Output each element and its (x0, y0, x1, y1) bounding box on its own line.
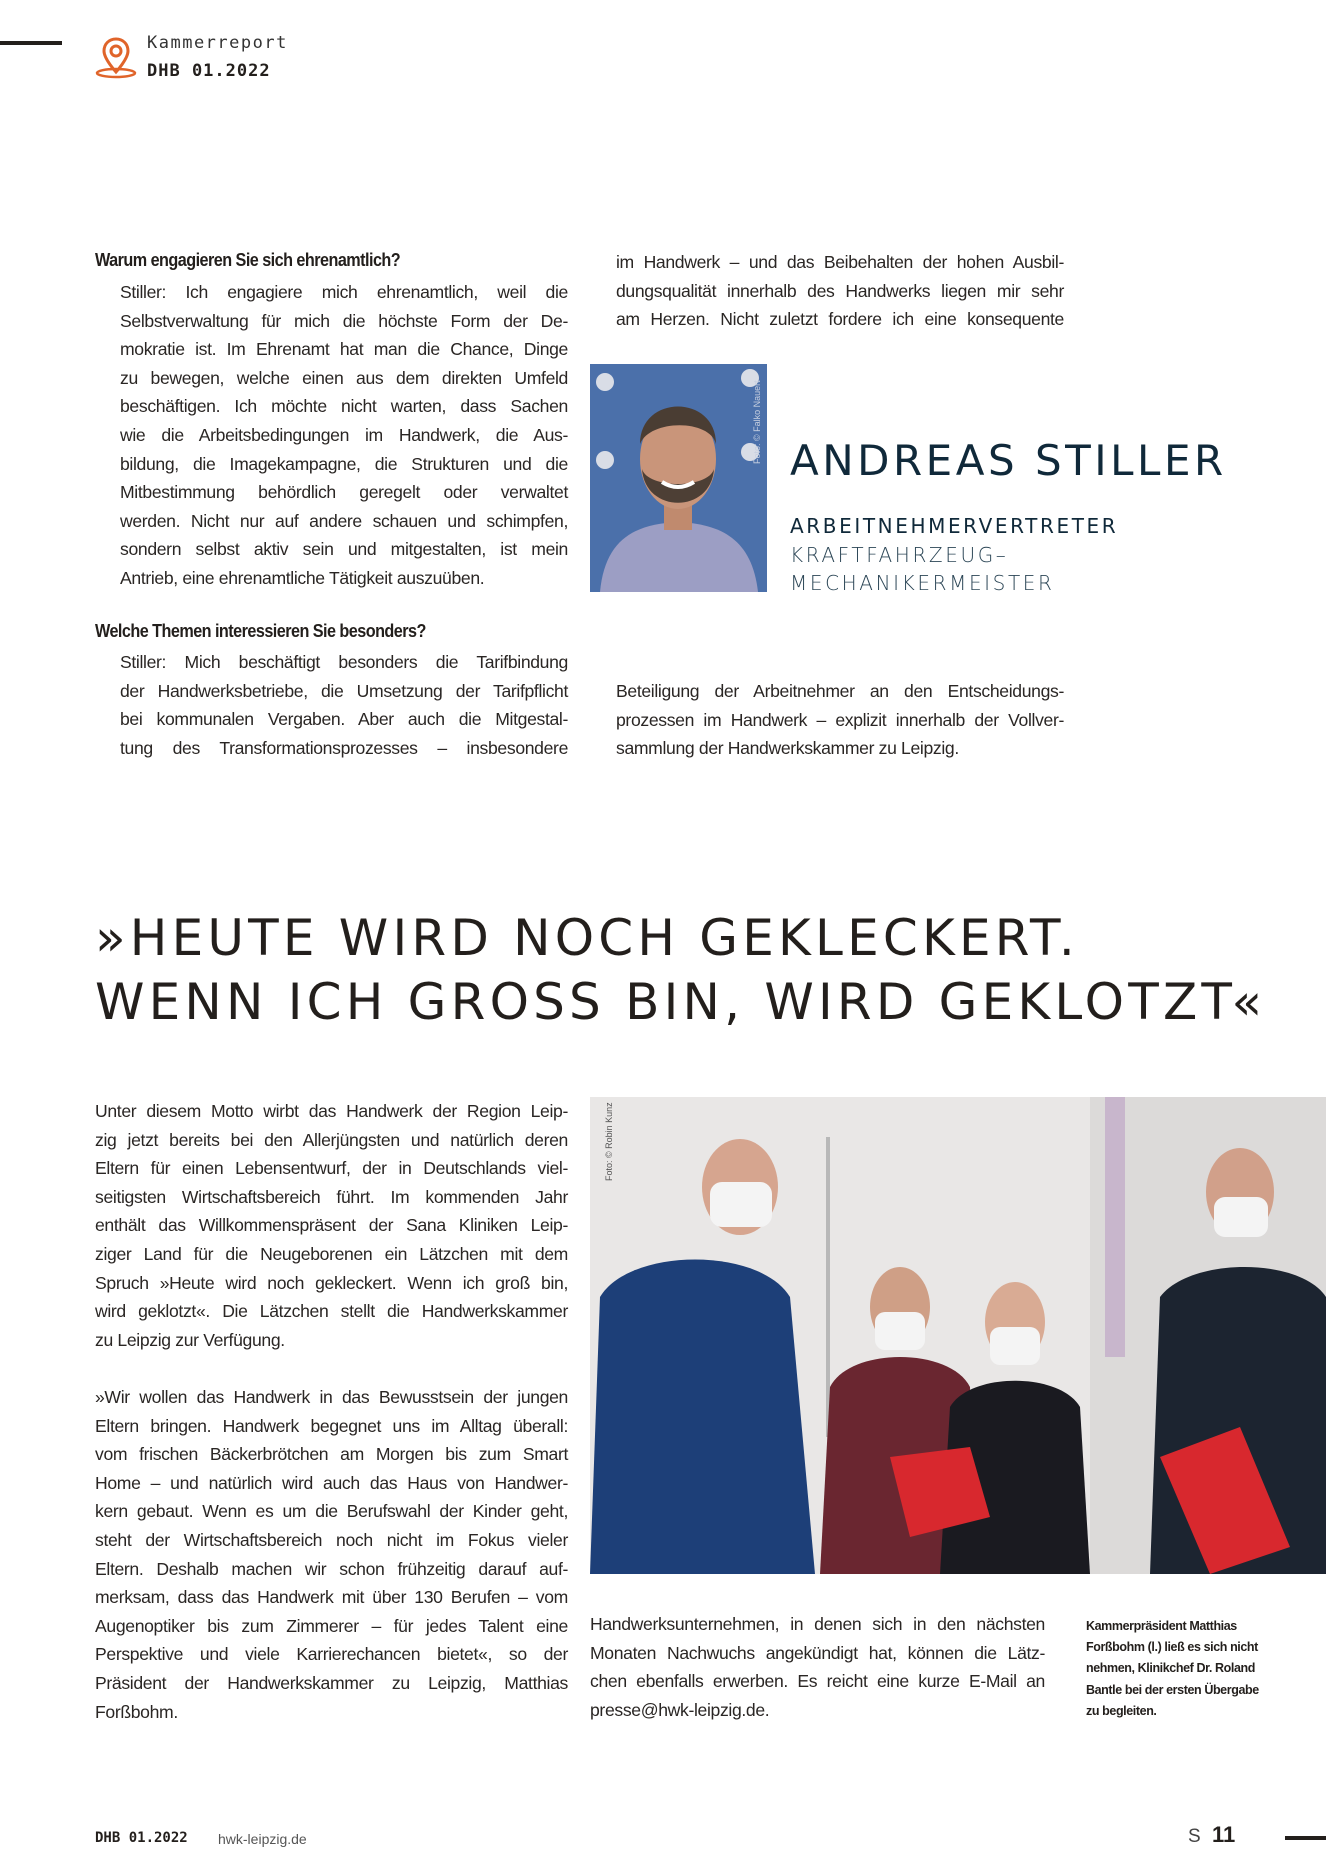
text-line: Home – und natürlich wird auch das Haus von Handwer- (95, 1472, 568, 1493)
text-line: presse@hwk-leipzig.de. (590, 1699, 770, 1720)
text-line: vom frischen Bäckerbrötchen am Morgen bis zum Smart (95, 1444, 568, 1465)
text-line: seitigsten Wirtschaftsbereich führt. Im kommenden Jahr (95, 1186, 568, 1207)
text-line: Eltern. Deshalb machen wir schon frühzeitig darauf auf- (95, 1558, 568, 1579)
text-line: der Handwerksbetriebe, die Umsetzung der Tarifpflicht (120, 680, 568, 701)
answer-continued-text (616, 677, 1064, 763)
text-line: beschäftigen. Ich möchte nicht warten, dass Sachen (120, 396, 568, 417)
text-line: Eltern bringen. Handwerk begegnet uns im Alltag überall: (95, 1415, 568, 1436)
text-line: merksam, dass das Handwerk mit über 130 Berufen – vom (95, 1587, 568, 1608)
text-line: Unter diesem Motto wirbt das Handwerk der Region Leip- (95, 1101, 568, 1121)
text-line: enthält das Willkommenspräsent der Sana Kliniken Leip- (95, 1215, 568, 1236)
text-line: bei kommunalen Vergaben. Aber auch die Mitgestal- (120, 709, 568, 730)
text-line: werden. Nicht nur auf andere schauen und schimpfen, (120, 510, 568, 531)
text-line: wird geklotzt«. Die Lätzchen stellt die Handwerkskammer (95, 1301, 568, 1322)
text-line: zu begleiten. (1086, 1703, 1157, 1718)
text-line: steht der Wirtschaftsbereich noch nicht im Fokus vieler (95, 1529, 568, 1550)
text-line: Spruch »Heute wird noch gekleckert. Wenn ich groß bin, (95, 1272, 568, 1293)
text-line: Forßbohm. (95, 1701, 178, 1722)
text-line: chen ebenfalls erwerben. Es reicht eine kurze E-Mail an (590, 1671, 1045, 1692)
text-line: ziger Land für die Neugeborenen ein Lätzchen mit dem (95, 1243, 568, 1264)
top-left-rule (0, 41, 62, 45)
section-label: Kammerreport (147, 33, 288, 53)
footer-issue: DHB 01.2022 (95, 1830, 188, 1846)
portrait-photo (590, 364, 767, 592)
issue-label: DHB 01.2022 (147, 61, 271, 81)
text-line: Stiller: Ich engagiere mich ehrenamtlich, weil die (120, 282, 568, 302)
article-paragraph (590, 1610, 1045, 1724)
text-line: Augenoptiker bis zum Zimmerer – für jedes Talent eine (95, 1615, 568, 1636)
answer-text (120, 648, 568, 762)
text-line: Beteiligung der Arbeitnehmer an den Entscheidungs- (616, 681, 1064, 701)
footer-url: hwk-leipzig.de (218, 1831, 307, 1847)
text-line: sondern selbst aktiv sein und mitgestalten, ist mein (120, 539, 568, 560)
person-name: ANDREAS STILLER (790, 436, 1227, 485)
text-line: Mitbestimmung behördlich geregelt oder verwaltet (120, 482, 568, 503)
text-line: Präsident der Handwerkskammer zu Leipzig, Matthias (95, 1672, 568, 1693)
question-heading: Welche Themen interessieren Sie besonders? (95, 621, 426, 641)
article-headline: WENN ICH GROSS BIN, WIRD GEKLOTZT« (95, 973, 1267, 1031)
article-photo (590, 1097, 1326, 1574)
photo-credit: Foto: © Robin Kunz (604, 1102, 614, 1181)
person-profession: KRAFTFAHRZEUG– (790, 543, 1009, 567)
article-paragraph (95, 1097, 568, 1354)
text-line: Perspektive und viele Karrierechancen bietet«, so der (95, 1644, 568, 1665)
photo-caption (1086, 1616, 1259, 1722)
text-line: Stiller: Mich beschäftigt besonders die Tarifbindung (120, 652, 568, 672)
text-line: Handwerksunternehmen, in denen sich in den nächsten (590, 1614, 1045, 1634)
person-role: ARBEITNEHMERVERTRETER (790, 514, 1119, 538)
text-line: zig jetzt bereits bei den Allerjüngsten und natürlich deren (95, 1129, 568, 1150)
text-line: prozessen im Handwerk – explizit innerhalb der Vollver- (616, 709, 1064, 730)
text-line: Selbstverwaltung für mich die höchste Form der De- (120, 310, 568, 331)
text-line: nehmen, Klinikchef Dr. Roland (1086, 1661, 1255, 1676)
page-prefix: S (1188, 1826, 1201, 1847)
bottom-right-rule (1285, 1836, 1326, 1840)
text-line: dungsqualität innerhalb des Handwerks liegen mir sehr (616, 280, 1064, 301)
text-line: tung des Transformationsprozesses – insbesondere (120, 737, 568, 758)
text-line: Bantle bei der ersten Übergabe (1086, 1682, 1259, 1697)
text-line: wie die Arbeitsbedingungen im Handwerk, die Aus- (120, 424, 568, 445)
text-line: bildung, die Imagekampagne, die Strukturen und die (120, 453, 568, 474)
text-line: Forßbohm (l.) ließ es sich nicht (1086, 1640, 1258, 1655)
text-line: mokratie ist. Im Ehrenamt hat man die Chance, Dinge (120, 339, 568, 360)
text-line: Monaten Nachwuchs angekündigt hat, können die Lätz- (590, 1642, 1045, 1663)
page-number: 11 (1212, 1822, 1236, 1847)
text-line: im Handwerk – und das Beibehalten der hohen Ausbil- (616, 252, 1064, 272)
text-line: Kammerpräsident Matthias (1086, 1619, 1237, 1633)
text-line: kern gebaut. Wenn es um die Berufswahl der Kinder geht, (95, 1501, 568, 1522)
text-line: zu bewegen, welche einen aus dem direkten Umfeld (120, 367, 568, 388)
article-paragraph (95, 1383, 568, 1726)
answer-text (120, 278, 568, 593)
photo-credit: Foto: © Falko Nauert (752, 380, 762, 464)
person-profession: MECHANIKERMEISTER (790, 571, 1055, 595)
text-line: »Wir wollen das Handwerk in das Bewusstsein der jungen (95, 1387, 568, 1407)
text-line: sammlung der Handwerkskammer zu Leipzig. (616, 738, 959, 759)
answer-continued-text (616, 248, 1064, 334)
text-line: Antrieb, eine ehrenamtliche Tätigkeit auszuüben. (120, 567, 485, 588)
text-line: zu Leipzig zur Verfügung. (95, 1329, 285, 1350)
location-pin-icon (95, 36, 137, 80)
text-line: Eltern für einen Lebensentwurf, der in Deutschlands viel- (95, 1158, 568, 1179)
question-heading: Warum engagieren Sie sich ehrenamtlich? (95, 250, 401, 270)
article-headline: »HEUTE WIRD NOCH GEKLECKERT. (95, 909, 1079, 967)
text-line: am Herzen. Nicht zuletzt fordere ich eine konsequente (616, 309, 1064, 330)
